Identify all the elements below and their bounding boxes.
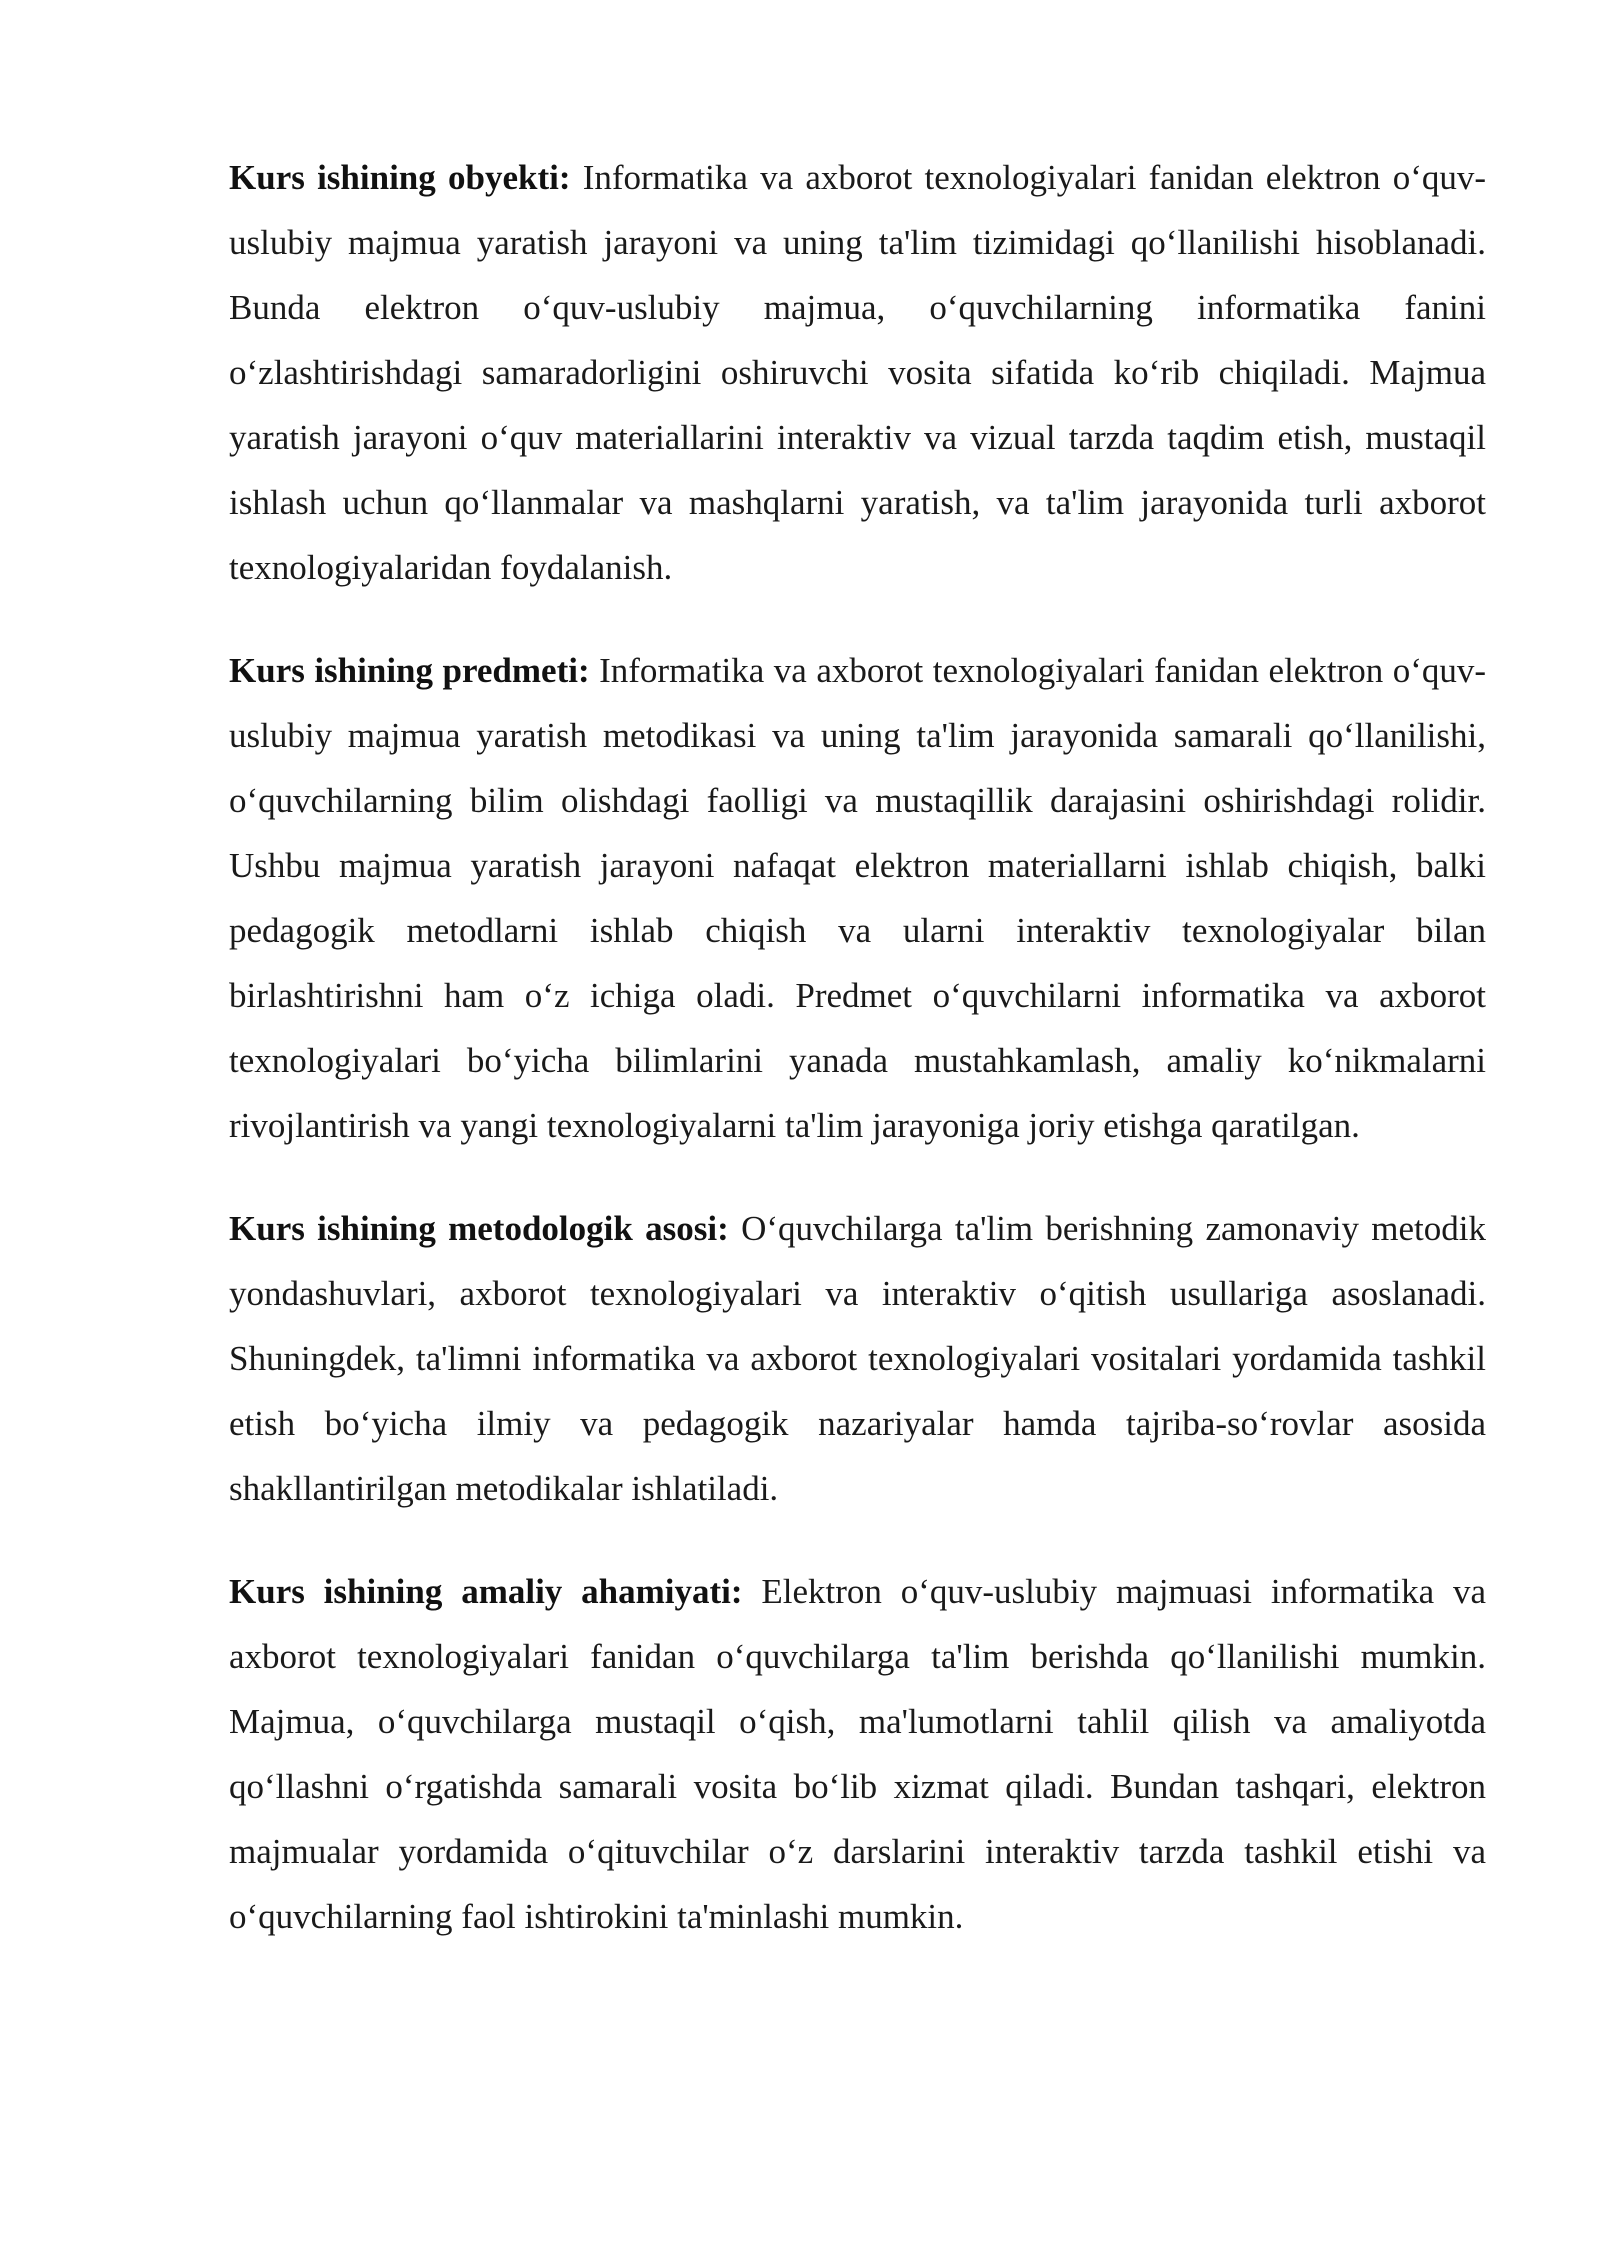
paragraph-text: O‘quvchilarga ta'lim berishning zamonaviy metodik yondashuvlari, axborot texnologiyalari va interaktiv o‘qitish usullariga asoslanadi. Shuningdek, ta'limni informatika va axborot texnologiyalari vositalari yordamida tashkil etish bo‘yicha ilmiy va pedagogik nazariyalar hamda tajriba-so‘rovlar asosida shakllantirilgan metodikalar ishlatiladi.	[229, 1209, 1486, 1508]
paragraph-heading: Kurs ishining amaliy ahamiyati:	[229, 1572, 743, 1611]
paragraph-text: Informatika va axborot texnologiyalari fanidan elektron o‘quv-uslubiy majmua yaratish jarayoni va uning ta'lim tizimidagi qo‘llanilishi hisoblanadi. Bunda elektron o‘quv-uslubiy majmua, o‘quvchilarning informatika fanini o‘zlashtirishdagi samaradorligini oshiruvchi vosita sifatida ko‘rib chiqiladi. Majmua yaratish jarayoni o‘quv materiallarini interaktiv va vizual tarzda taqdim etish, mustaqil ishlash uchun qo‘llanmalar va mashqlarni yaratish, va ta'lim jarayonida turli axborot texnologiyalaridan foydalanish.	[229, 158, 1487, 587]
document-body	[229, 145, 1486, 1987]
paragraph-amaliy-ahamiyati	[229, 1559, 1486, 1949]
paragraph-obyekti	[229, 145, 1486, 600]
paragraph-heading: Kurs ishining metodologik asosi:	[229, 1209, 729, 1248]
paragraph-heading: Kurs ishining predmeti:	[229, 651, 590, 690]
paragraph-text: Elektron o‘quv-uslubiy majmuasi informatika va axborot texnologiyalari fanidan o‘quvchilarga ta'lim berishda qo‘llanilishi mumkin. Majmua, o‘quvchilarga mustaqil o‘qish, ma'lumotlarni tahlil qilish va amaliyotda qo‘llashni o‘rgatishda samarali vosita bo‘lib xizmat qiladi. Bundan tashqari, elektron majmualar yordamida o‘qituvchilar o‘z darslarini interaktiv tarzda tashkil etishi va o‘quvchilarning faol ishtirokini ta'minlashi mumkin.	[229, 1572, 1487, 1936]
paragraph-heading: Kurs ishining obyekti:	[229, 158, 571, 197]
paragraph-text: Informatika va axborot texnologiyalari fanidan elektron o‘quv-uslubiy majmua yaratish metodikasi va uning ta'lim jarayonida samarali qo‘llanilishi, o‘quvchilarning bilim olishdagi faolligi va mustaqillik darajasini oshirishdagi rolidir. Ushbu majmua yaratish jarayoni nafaqat elektron materiallarni ishlab chiqish, balki pedagogik metodlarni ishlab chiqish va ularni interaktiv texnologiyalar bilan birlashtirishni ham o‘z ichiga oladi. Predmet o‘quvchilarni informatika va axborot texnologiyalari bo‘yicha bilimlarini yanada mustahkamlash, amaliy ko‘nikmalarni rivojlantirish va yangi texnologiyalarni ta'lim jarayoniga joriy etishga qaratilgan.	[229, 651, 1487, 1145]
paragraph-predmeti	[229, 638, 1486, 1158]
paragraph-metodologik-asosi	[229, 1196, 1486, 1521]
